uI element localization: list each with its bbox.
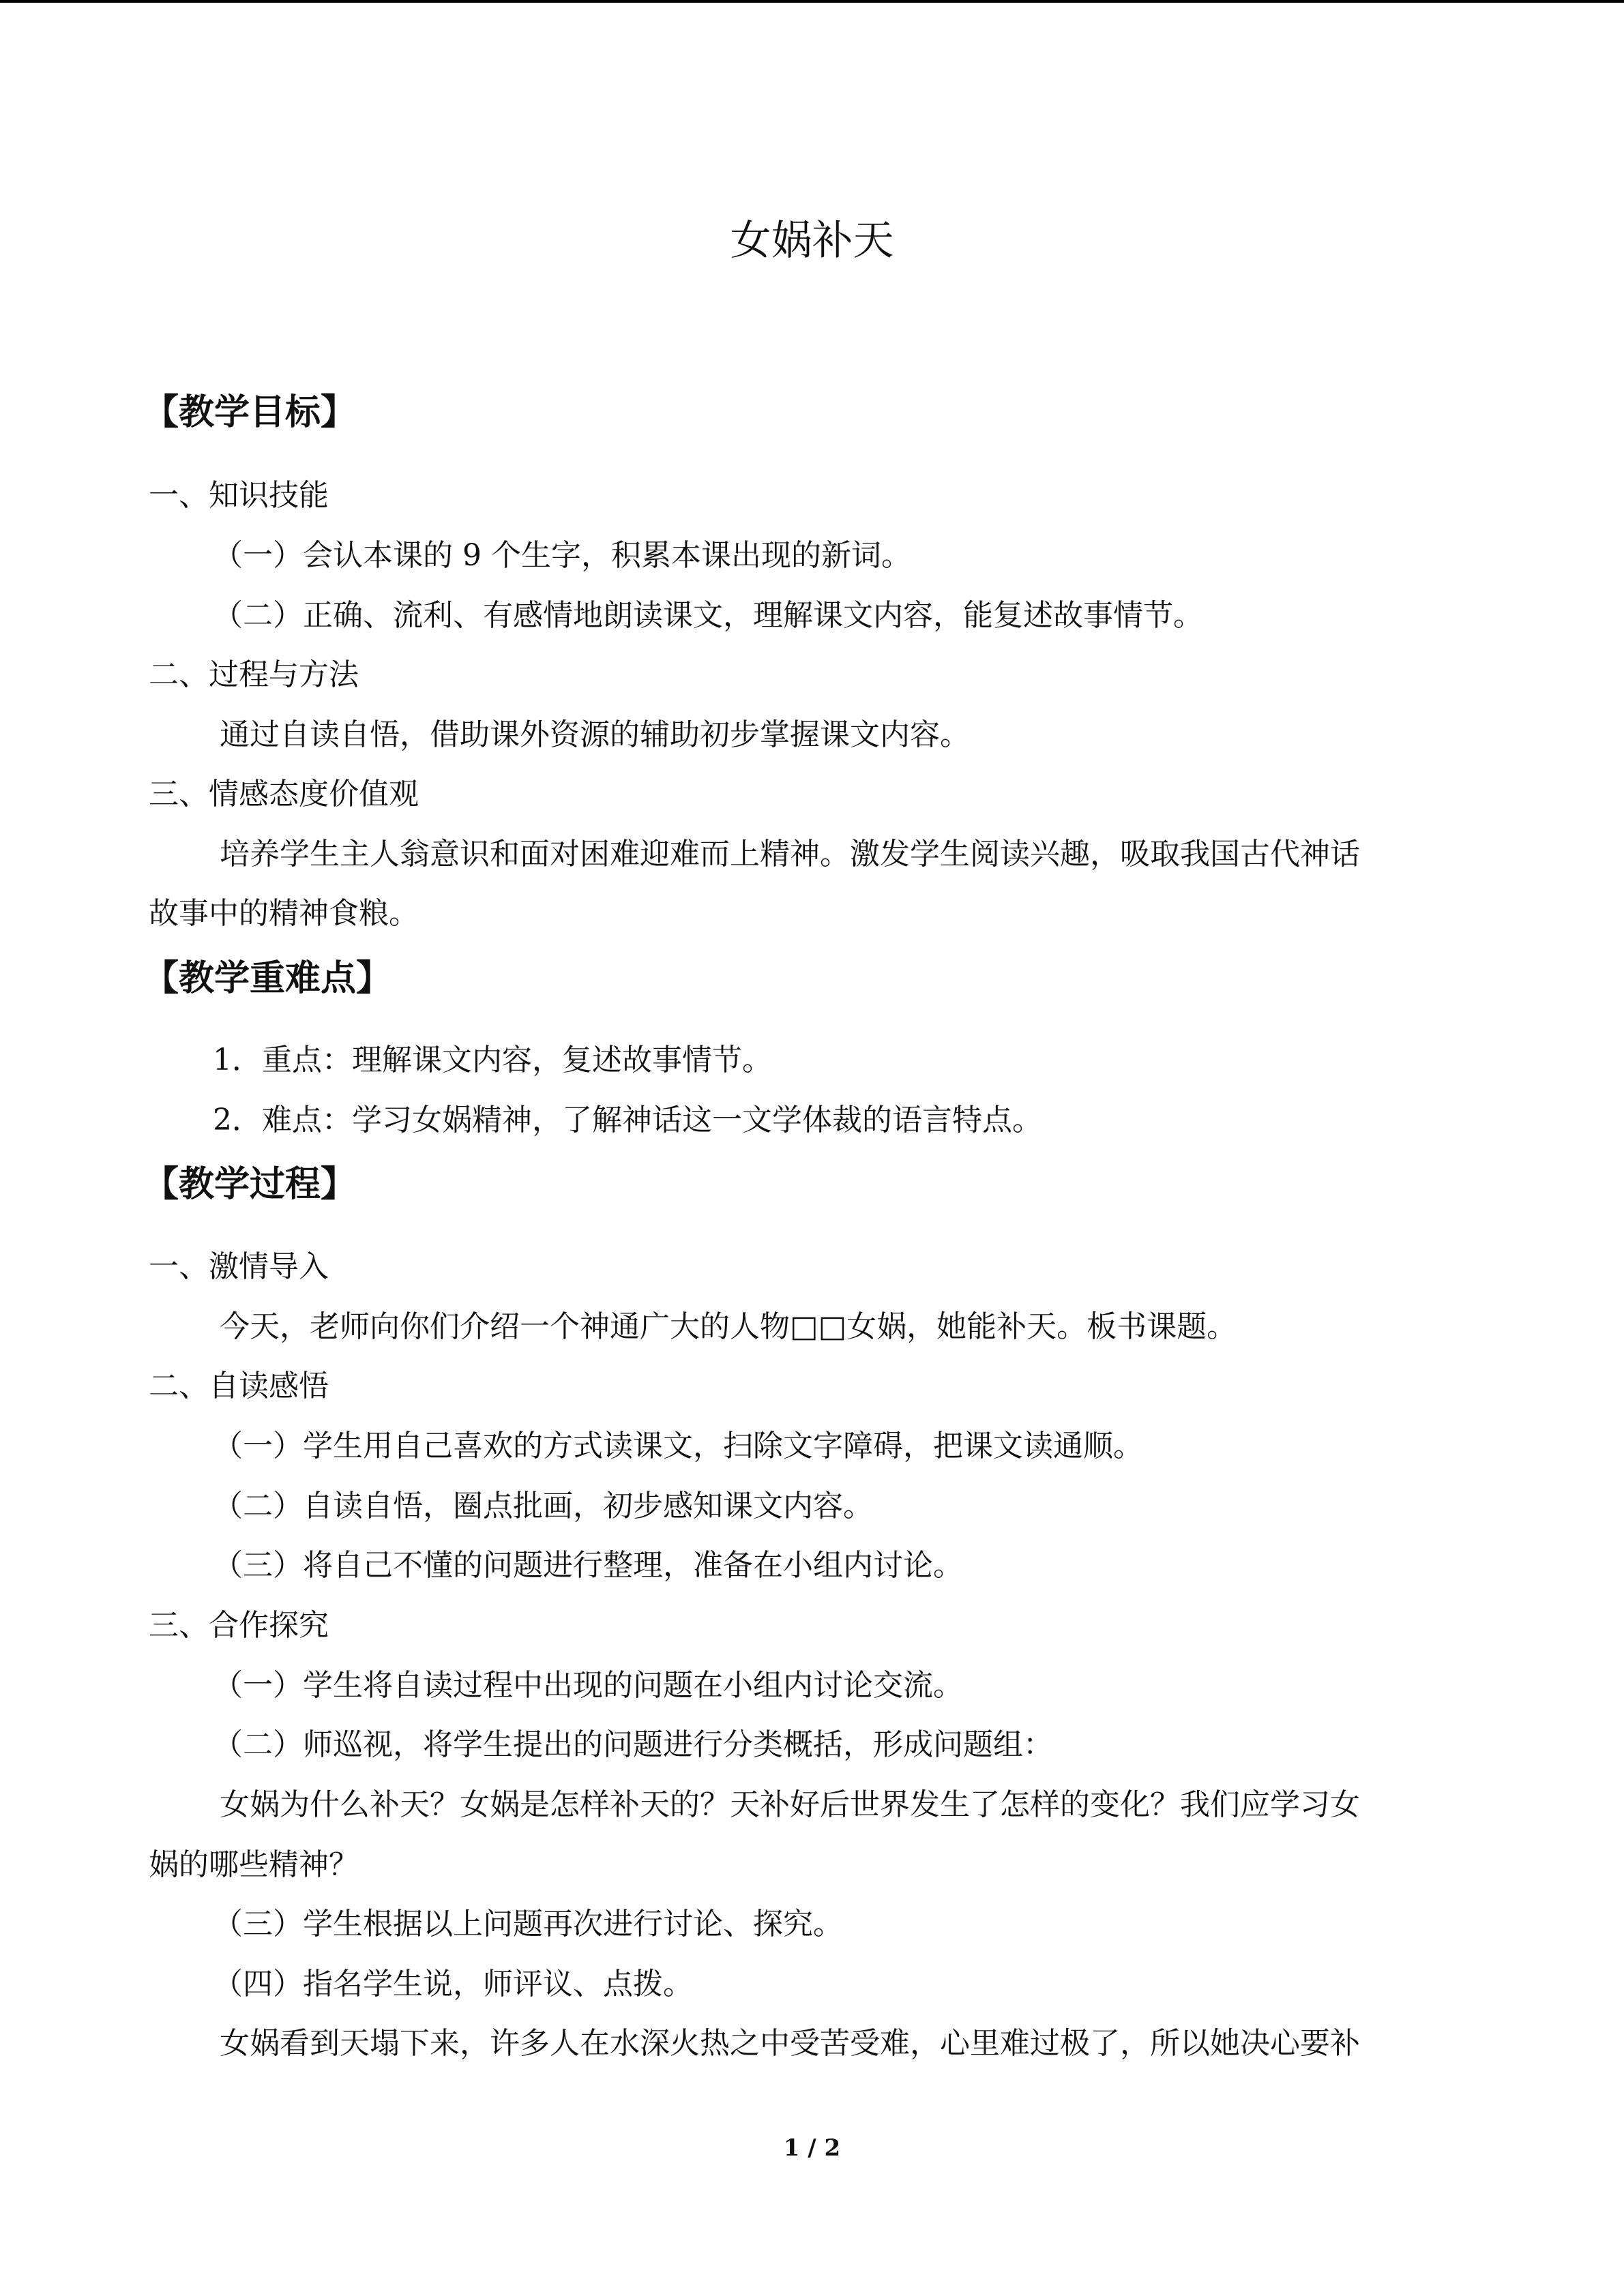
text-line: （二）自读自悟，圈点批画，初步感知课文内容。 bbox=[213, 1489, 873, 1523]
section-heading-objectives: 【教学目标】 bbox=[143, 392, 357, 433]
text-line: （一）会认本课的 9 个生字，积累本课出现的新词。 bbox=[213, 538, 911, 573]
text-line: （二）正确、流利、有感情地朗读课文，理解课文内容，能复述故事情节。 bbox=[213, 598, 1203, 633]
text-line: 通过自读自悟，借助课外资源的辅助初步掌握课文内容。 bbox=[220, 717, 970, 752]
text-line: （二）师巡视，将学生提出的问题进行分类概括，形成问题组： bbox=[213, 1727, 1053, 1762]
page-top-border bbox=[0, 0, 1624, 3]
text-line: 女娲看到天塌下来，许多人在水深火热之中受苦受难，心里难过极了，所以她决心要补 bbox=[220, 2026, 1360, 2061]
text-line: 一、激情导入 bbox=[149, 1249, 329, 1284]
text-line: 二、自读感悟 bbox=[149, 1369, 329, 1403]
text-line: 2．难点：学习女娲精神，了解神话这一文学体裁的语言特点。 bbox=[213, 1103, 1042, 1137]
text-line: 娲的哪些精神？ bbox=[149, 1847, 359, 1882]
text-line: 培养学生主人翁意识和面对困难迎难而上精神。激发学生阅读兴趣，吸取我国古代神话 bbox=[220, 837, 1360, 871]
text-line: （三）学生根据以上问题再次进行讨论、探究。 bbox=[213, 1907, 843, 1941]
section-heading-key-points: 【教学重难点】 bbox=[143, 958, 392, 999]
text-line: 故事中的精神食粮。 bbox=[149, 896, 419, 931]
text-line: （三）将自己不懂的问题进行整理，准备在小组内讨论。 bbox=[213, 1548, 963, 1583]
text-line: 三、情感态度价值观 bbox=[149, 777, 419, 811]
document-title: 女娲补天 bbox=[730, 217, 894, 265]
text-line: 女娲为什么补天？女娲是怎样补天的？天补好后世界发生了怎样的变化？我们应学习女 bbox=[220, 1787, 1360, 1822]
text-line: 二、过程与方法 bbox=[149, 657, 359, 692]
text-line: （一）学生将自读过程中出现的问题在小组内讨论交流。 bbox=[213, 1668, 963, 1703]
text-line: 一、知识技能 bbox=[149, 478, 329, 513]
section-heading-process: 【教学过程】 bbox=[143, 1164, 357, 1205]
text-line: （一）学生用自己喜欢的方式读课文，扫除文字障碍，把课文读通顺。 bbox=[213, 1429, 1143, 1463]
page-number: 1 / 2 bbox=[783, 2134, 841, 2162]
text-line: 今天，老师向你们介绍一个神通广大的人物□□女娲，她能补天。板书课题。 bbox=[220, 1309, 1237, 1344]
text-line: 三、合作探究 bbox=[149, 1608, 329, 1643]
text-line: 1．重点：理解课文内容，复述故事情节。 bbox=[213, 1043, 772, 1077]
text-line: （四）指名学生说，师评议、点拨。 bbox=[213, 1967, 693, 2001]
